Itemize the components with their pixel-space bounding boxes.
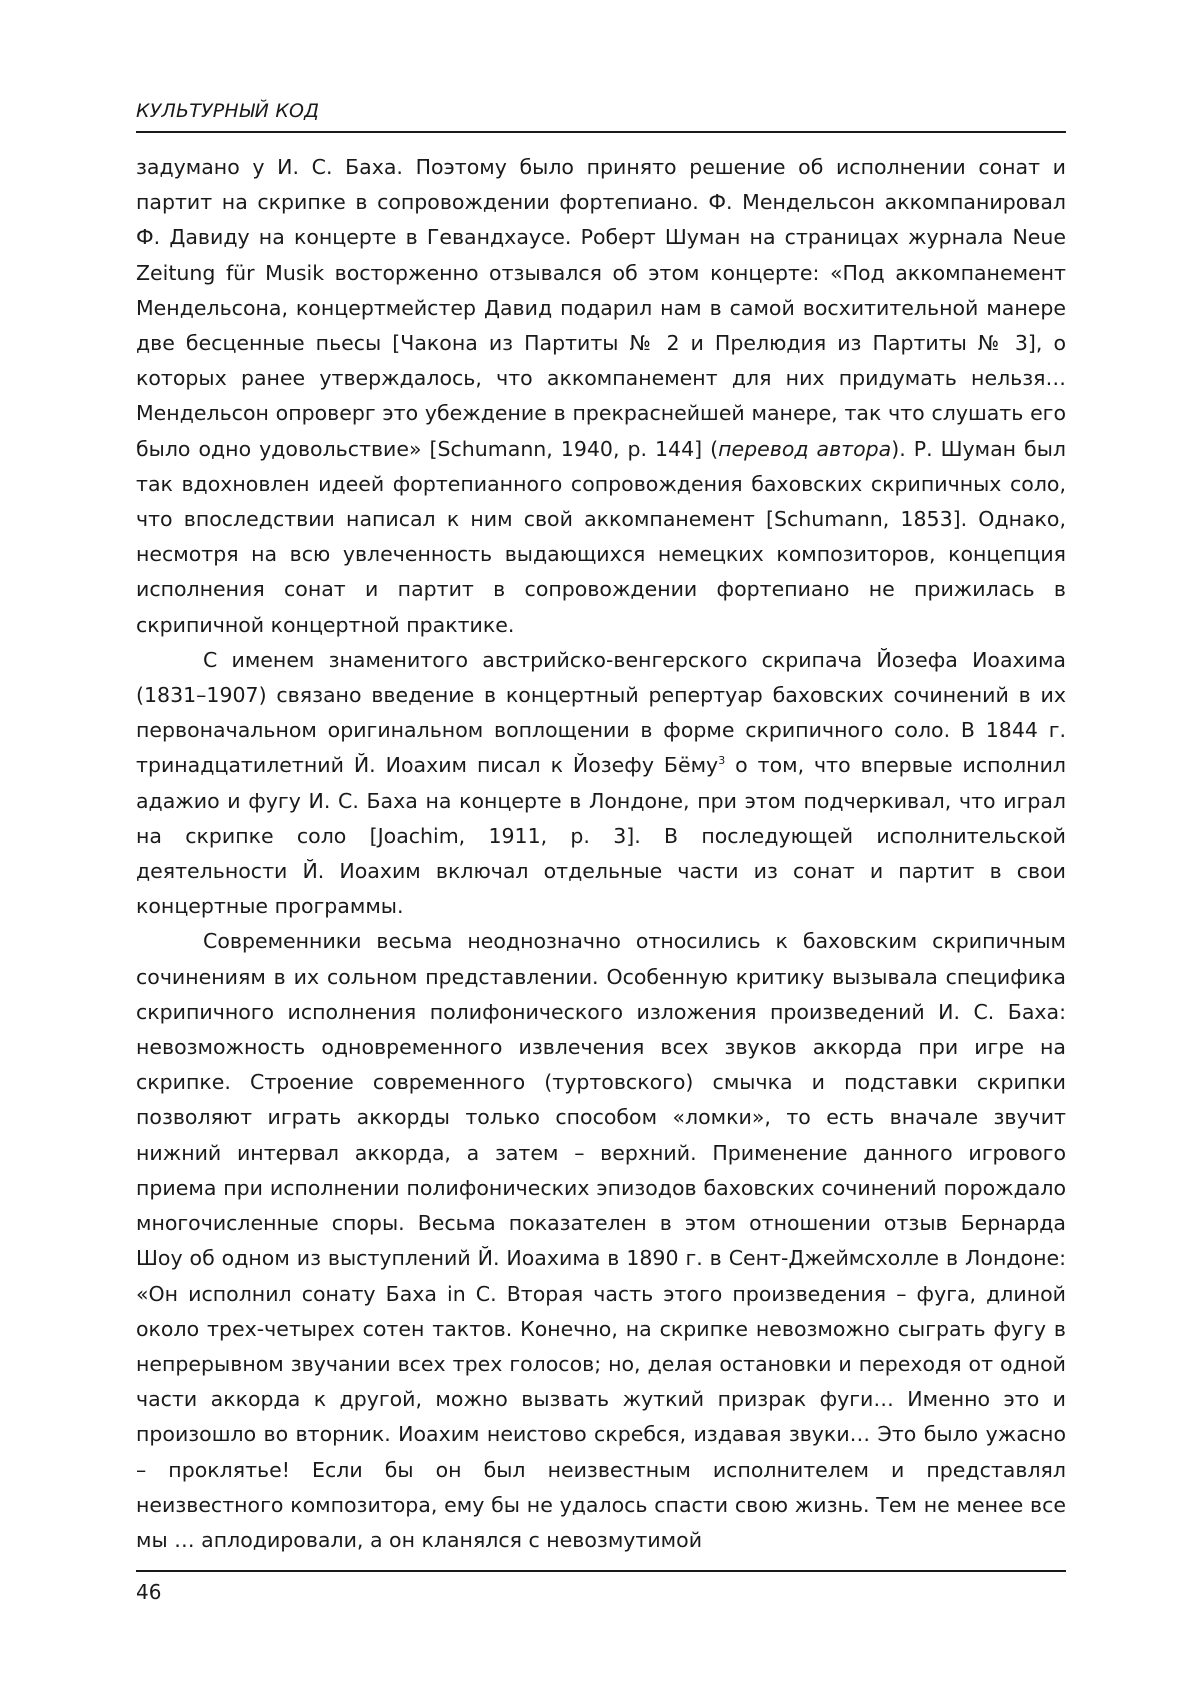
paragraph-text: Современники весьма неоднозначно относились к баховским скрипичным сочинениям в их сольном представлении. Особенную критику вызывала специфика скрипичного исполнения полифонического изложения произведений И. С. Баха: невозможность одновременного извлечения всех звуков аккорда при игре на скрипке. Строение современного (туртовского) смычка и подставки скрипки позволяют играть аккорды только способом «ломки», то есть вначале звучит нижний интервал аккорда, а затем – верхний. Применение данного игрового приема при исполнении полифонических эпизодов баховских сочинений порождало многочисленные споры. Весьма показателен в этом отношении отзыв Бернарда Шоу об одном из выступлений Й. Иоахима в 1890 г. в Сент-Джеймсхолле в Лондоне: «Он исполнил сонату Баха in C. Вторая часть этого произведения – фуга, длиной около трех-четырех сотен тактов. Конечно, на скрипке невозможно сыграть фугу в непрерывном звучании всех трех голосов; но, делая остановки и переходя от одной части аккорда к другой, можно вызвать жуткий призрак фуги… Именно это и произошло во вторник. Иоахим неистово скребся, издавая звуки… Это было ужасно – проклятье! Если бы он был неизвестным исполнителем и представлял неизвестного композитора, ему бы не удалось спасти свою жизнь. Тем не менее все мы … аплодировали, а он кланялся с невозмутимой (136, 929, 1066, 1552)
running-head: КУЛЬТУРНЫЙ КОД (136, 100, 320, 122)
footer-rule (136, 1570, 1066, 1572)
paragraph-text-tail: ). Р. Шуман был так вдохновлен идеей фортепианного сопровождения баховских скрипичных соло, что впоследствии написал к ним свой аккомпанемент [Schumann, 1853]. Однако, несмотря на всю увлеченность выдающихся немецких композиторов, концепция исполнения сонат и партит в сопровождении фортепиано не прижилась в скрипичной концертной практике. (136, 436, 1066, 637)
italic-note: перевод автора (718, 436, 892, 461)
paragraph (136, 643, 1066, 925)
footnote-ref[interactable]: 3 (718, 754, 726, 768)
paragraph-text: задумано у И. С. Баха. Поэтому было принято решение об исполнении сонат и партит на скрипке в сопровождении фортепиано. Ф. Мендельсон аккомпанировал Ф. Давиду на концерте в Гевандхаусе. Роберт Шуман на страницах журнала Neue Zeitung für Musik восторженно отзывался об этом концерте: «Под аккомпанемент Мендельсона, концертмейстер Давид подарил нам в самой восхитительной манере две бесценные пьесы [Чакона из Партиты № 2 и Прелюдия из Партиты № 3], о которых ранее утверждалось, что аккомпанемент для них придумать нельзя… Мендельсон опроверг это убеждение в прекраснейшей манере, так что слушать его было одно удовольствие» [Schumann, 1940, p. 144] ( (136, 155, 1066, 461)
paragraph-text: С именем знаменитого австрийско-венгерского скрипача Йозефа Иоахима (1831–1907) связано введение в концертный репертуар баховских сочинений в их первоначальном оригинальном воплощении в форме скрипичного соло. В 1844 г. тринадцатилетний Й. Иоахим писал к Йозефу Бёму (136, 647, 1066, 778)
page-number: 46 (136, 1580, 162, 1604)
header-rule (136, 131, 1066, 133)
paragraph-text-tail: о том, что впервые исполнил адажио и фугу И. С. Баха на концерте в Лондоне, при этом подчеркивал, что играл на скрипке соло [Joachim, 1911, p. 3]. В последующей исполнительской деятельности Й. Иоахим включал отдельные части из сонат и партит в свои концертные программы. (136, 753, 1066, 919)
paragraph-continued (136, 150, 1066, 643)
article-body (136, 150, 1066, 1558)
paragraph (136, 924, 1066, 1558)
journal-page (136, 0, 1066, 1705)
